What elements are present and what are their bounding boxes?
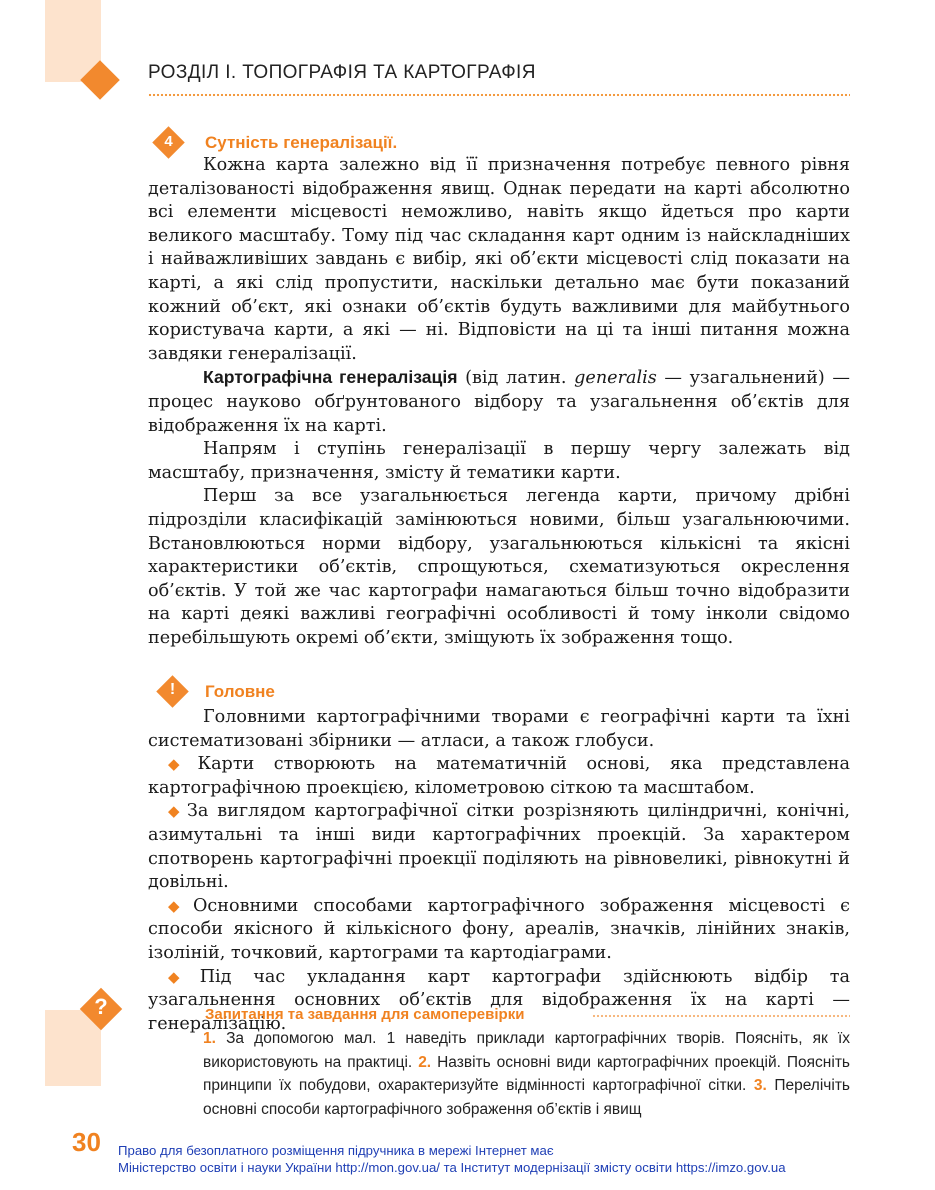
questions-title: Запитання та завдання для самоперевірки [205,1006,525,1023]
footer-notice [118,1142,786,1176]
questions-list [203,1027,850,1121]
page-number: 30 [72,1127,101,1157]
definition-text: (від латин. [457,368,575,389]
questions-dotted-rule [592,1014,850,1018]
bullet-diamond-icon: ◆ [168,967,196,986]
section-heading: Сутність генералізації. [205,133,398,152]
section-body [148,154,850,650]
question-number: 3. [753,1077,767,1094]
bullet-diamond-icon: ◆ [168,755,194,774]
summary-body [148,706,850,1036]
footer-line: Міністерство освіти і науки України http://mon.gov.ua/ та Інститут модернізації змісту освіти https://imzo.gov.ua [118,1160,786,1175]
bullet-diamond-icon: ◆ [168,802,183,821]
bullet-diamond-icon: ◆ [168,896,189,915]
definition-term: Картографічна генералізація [203,367,458,388]
summary-bullet [148,753,850,800]
paragraph: Напрям і ступінь генералізації в першу чергу залежать від масштабу, призначення, змісту й тематики карти. [148,439,850,483]
bullet-text: Основними способами картографічного зображення місцевості є способи якісного й кількісного фону, ареалів, значків, лінійних знаків, ізоліній, точковий, картограми та картодіаграми. [148,895,850,963]
bullet-text: Під час укладання карт картографи здійснюють відбір та узагальнення основних об’єктів для відображення їх на карті — генералізацію. [148,966,850,1034]
summary-bullet [148,800,850,894]
footer-line: Право для безоплатного розміщення підручника в мережі Інтернет має [118,1143,554,1158]
question-mark: ? [94,994,108,1019]
bullet-text: За виглядом картографічної сітки розрізняють циліндричні, конічні, азимутальні та інші види картографічних проекцій. За характером спотворень картографічні проекції поділяють на рівновеликі, рівнокутні й довільні. [148,801,850,893]
question-number: 1. [203,1030,216,1047]
question-text: За допомогою мал. 1 наведіть приклади картографічних творів. Поясніть, як їх використовують на практиці. [203,1030,850,1071]
question-number: 2. [418,1053,432,1071]
header-dotted-rule [148,93,850,97]
latin-word: generalis [574,368,657,389]
definition-text: — узагальнений) — процес науково обґрунтованого відбору та узагальнення об’єктів для відображення їх на карті. [148,368,851,436]
section-number: 4 [164,133,173,150]
exclamation-mark: ! [169,681,176,698]
question-text: Перелічіть основні способи картографічного зображення об’єктів і явищ [203,1077,850,1118]
summary-bullet [148,895,850,966]
paragraph: Перш за все узагальнюється легенда карти, причому дрібні підрозділи класифікацій замінюються новими, більш узагальнюючими. Встановлюються норми відбору, узагальнюються кількісні та якісні характеристики об’єктів, спрощуються, схематизуються окреслення об’єктів. У той же час картографи намагаються більш точно відобразити на карті деякі важливі географічні особливості й тому інколи свідомо перебільшують окремі об’єкти, зміщують їх зображення тощо. [148,486,850,648]
definition-paragraph [148,366,850,438]
question-text: Назвіть основні види картографічних проекцій. Поясніть принципи їх побудови, охарактеризуйте відмінності картографічної сітки. [203,1053,850,1094]
chapter-title: РОЗДІЛ І. ТОПОГРАФІЯ ТА КАРТОГРАФІЯ [148,62,536,83]
summary-intro: Головними картографічними творами є географічні карти та їхні систематизовані збірники — атласи, а також глобуси. [148,707,850,751]
summary-heading: Головне [205,682,275,701]
summary-bullet [148,966,850,1037]
bullet-text: Карти створюють на математичній основі, яка представлена картографічною проекцією, кілометровою сіткою та масштабом. [148,754,850,798]
paragraph: Кожна карта залежно від її призначення потребує певного рівня деталізованості відображення явищ. Однак передати на карті абсолютно всі елементи місцевості неможливо, навіть якщо йдеться про карти великого масштабу. Тому під час складання карт одним із найскладніших і найважливіших завдань є вибір, які об’єкти місцевості слід показати на карті, а які слід пропустити, наскільки детально має бути показаний кожний об’єкт, які ознаки об’єктів будуть важливими для майбутнього користувача карти, а які — ні. Відповісти на ці та інші питання можна завдяки генералізації. [148,155,850,364]
